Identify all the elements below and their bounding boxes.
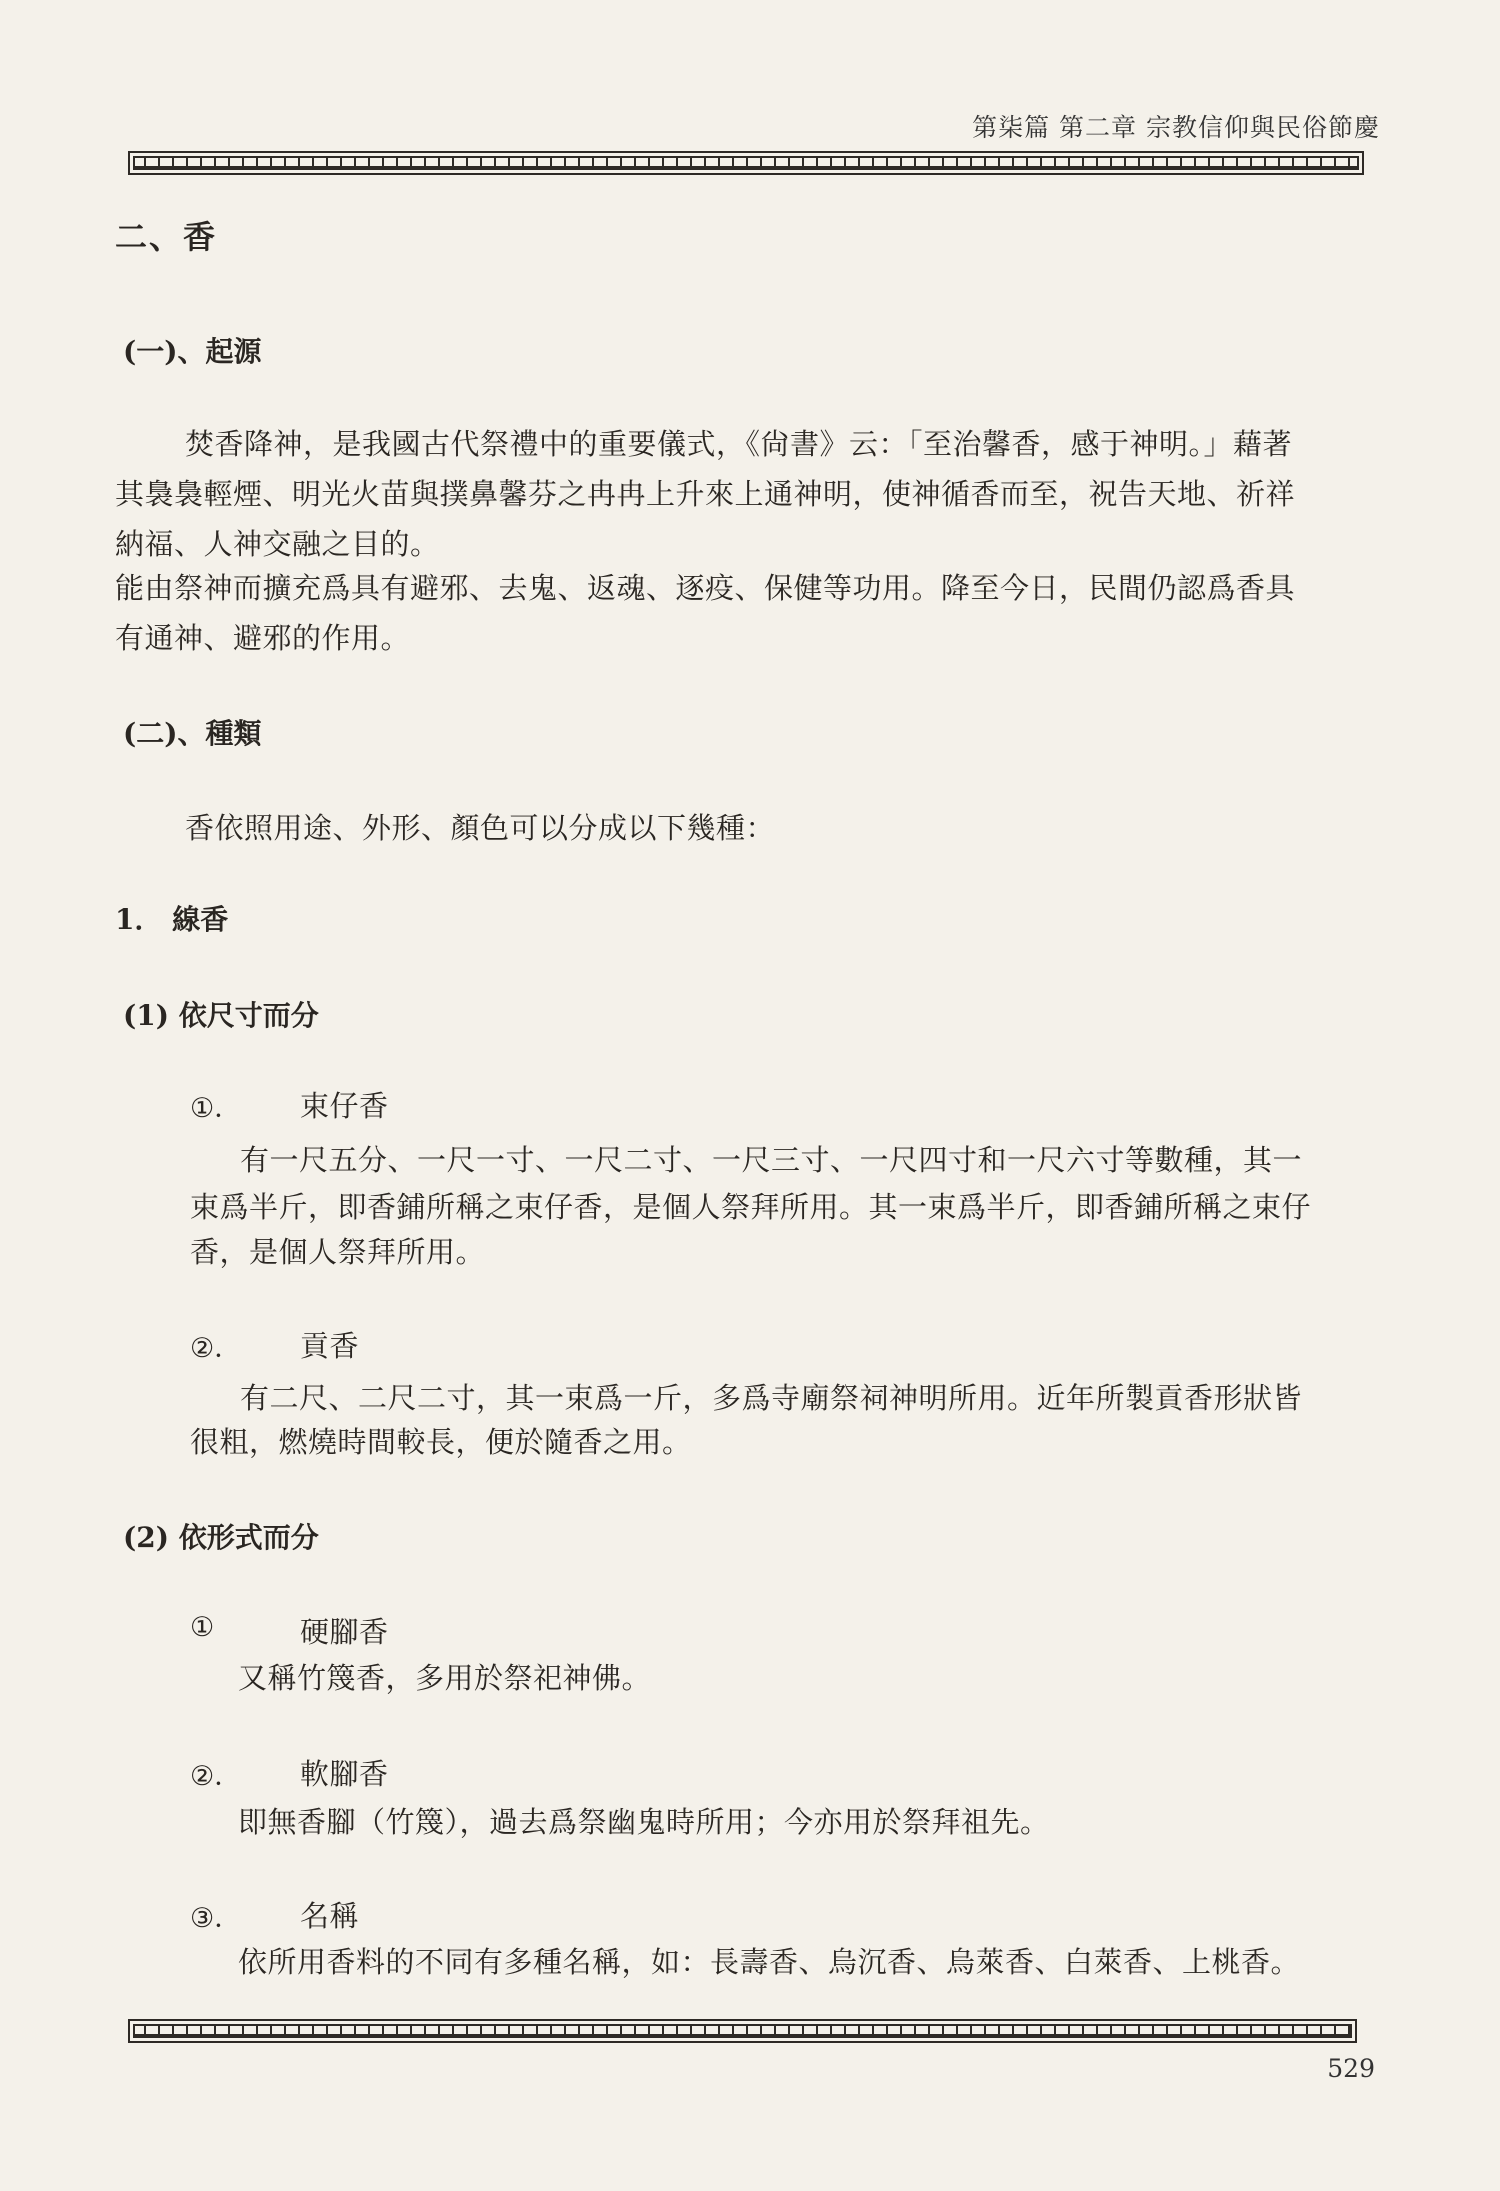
mingcheng-line: 依所用香料的不同有多種名稱，如：長壽香、烏沉香、烏萊香、白萊香、上桃香。 (238, 1945, 1301, 1979)
types-intro: 香依照用途、外形、顏色可以分成以下幾種： (185, 811, 776, 845)
ruanjiao-line: 即無香腳（竹篾），過去爲祭幽鬼時所用；今亦用於祭拜祖先。 (238, 1805, 1050, 1839)
item-name-mingcheng: 名稱 (300, 1899, 360, 1933)
types-heading: (二)、種類 (123, 717, 262, 750)
by-size-heading: (1) 依尺寸而分 (123, 999, 319, 1032)
origin-line-1: 焚香降神，是我國古代祭禮中的重要儀式，《尙書》云：「至治馨香，感于神明。」藉著 (185, 427, 1293, 461)
item-marker: ① (190, 1612, 215, 1643)
item-marker: ②． (190, 1333, 242, 1364)
item-name-gongxiang: 貢香 (300, 1329, 360, 1363)
item-name-ruanjiao: 軟腳香 (300, 1757, 389, 1791)
shuzai-line-1: 有一尺五分、一尺一寸、一尺二寸、一尺三寸、一尺四寸和一尺六寸等數種，其一 (240, 1143, 1303, 1177)
origin-heading: (一)、起源 (123, 335, 262, 368)
yingjiao-line: 又稱竹篾香，多用於祭祀神佛。 (238, 1661, 652, 1695)
origin-line-5: 有通神、避邪的作用。 (115, 621, 411, 655)
incense-stick-heading: 1． 線香 (115, 903, 229, 936)
page-number: 529 (1327, 2054, 1375, 2083)
running-header: 第柒篇 第二章 宗教信仰與民俗節慶 (972, 113, 1380, 142)
bottom-decorative-band (128, 2019, 1357, 2043)
origin-line-4: 能由祭神而擴充爲具有避邪、去鬼、返魂、逐疫、保健等功用。降至今日，民間仍認爲香具 (115, 571, 1296, 605)
shuzai-line-2: 束爲半斤，即香鋪所稱之束仔香，是個人祭拜所用。其一束爲半斤，即香鋪所稱之束仔 (190, 1190, 1312, 1224)
item-name-yingjiao: 硬腳香 (300, 1615, 389, 1649)
origin-line-2: 其裊裊輕煙、明光火苗與撲鼻馨芬之冉冉上升來上通神明，使神循香而至，祝告天地、祈祥 (115, 477, 1296, 511)
shuzai-line-3: 香，是個人祭拜所用。 (190, 1235, 486, 1269)
gongxiang-line-2: 很粗，燃燒時間較長，便於隨香之用。 (190, 1425, 692, 1459)
by-form-heading: (2) 依形式而分 (123, 1521, 319, 1554)
item-marker: ②． (190, 1761, 242, 1792)
item-marker: ③． (190, 1903, 242, 1934)
gongxiang-line-1: 有二尺、二尺二寸，其一束爲一斤，多爲寺廟祭祠神明所用。近年所製貢香形狀皆 (240, 1381, 1303, 1415)
top-decorative-band (128, 151, 1364, 175)
item-name-shuzai: 束仔香 (300, 1089, 389, 1123)
section-title: 二、香 (115, 218, 218, 256)
item-marker: ①． (190, 1093, 242, 1124)
origin-line-3: 納福、人神交融之目的。 (115, 527, 440, 561)
